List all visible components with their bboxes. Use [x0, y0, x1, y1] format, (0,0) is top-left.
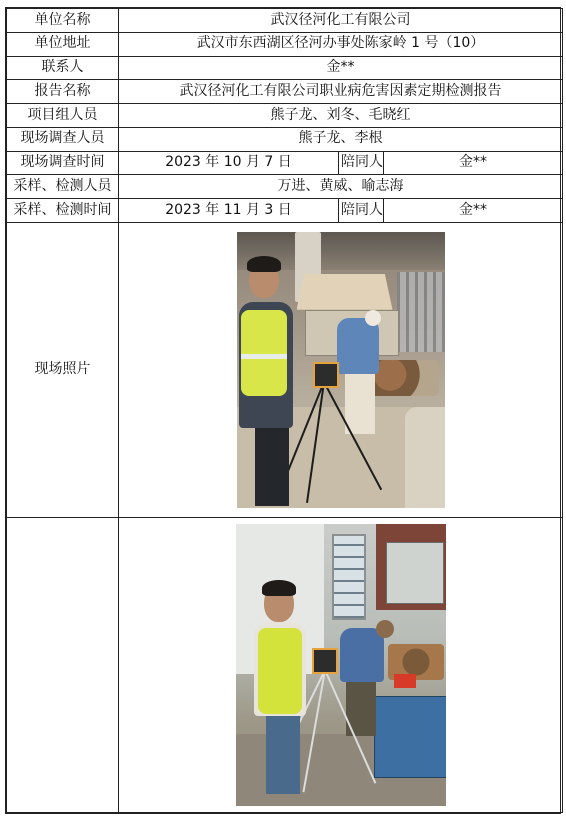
label-site-photos-empty	[7, 517, 119, 812]
label-team-members: 项目组人员	[7, 104, 119, 128]
value-contact: 金**	[119, 56, 563, 80]
value-survey-staff: 熊子龙、李根	[119, 127, 563, 151]
row-survey-staff	[7, 127, 563, 151]
label-site-photos: 现场照片	[7, 222, 119, 517]
value-sampling-staff: 万进、黄威、喻志海	[119, 175, 563, 199]
label-survey-staff: 现场调查人员	[7, 127, 119, 151]
site-photo-2	[236, 524, 446, 806]
value-report-name: 武汉径河化工有限公司职业病危害因素定期检测报告	[119, 80, 563, 104]
photo-cell-2	[119, 517, 563, 812]
value-survey-companion: 金**	[384, 151, 563, 175]
row-unit-address	[7, 32, 563, 56]
row-site-photo-1	[7, 222, 563, 517]
label-contact: 联系人	[7, 56, 119, 80]
row-survey-time	[7, 151, 563, 175]
row-site-photo-2	[7, 517, 563, 812]
value-team-members: 熊子龙、刘冬、毛晓红	[119, 104, 563, 128]
photo-cell-1	[119, 222, 563, 517]
value-survey-date: 2023 年 10 月 7 日	[119, 151, 339, 175]
value-sampling-date: 2023 年 11 月 3 日	[119, 199, 339, 223]
value-unit-address: 武汉市东西湖区径河办事处陈家岭 1 号（10）	[119, 32, 563, 56]
label-unit-name: 单位名称	[7, 9, 119, 33]
label-survey-time: 现场调查时间	[7, 151, 119, 175]
value-unit-name: 武汉径河化工有限公司	[119, 9, 563, 33]
label-sampling-time: 采样、检测时间	[7, 199, 119, 223]
row-sampling-time	[7, 199, 563, 223]
label-sampling-staff: 采样、检测人员	[7, 175, 119, 199]
site-photo-1	[237, 232, 445, 508]
label-sampling-companion: 陪同人	[339, 199, 384, 223]
row-unit-name	[7, 9, 563, 33]
report-info-sheet	[5, 7, 561, 814]
label-report-name: 报告名称	[7, 80, 119, 104]
value-sampling-companion: 金**	[384, 199, 563, 223]
report-info-table	[6, 8, 563, 813]
label-survey-companion: 陪同人	[339, 151, 384, 175]
row-sampling-staff	[7, 175, 563, 199]
row-contact	[7, 56, 563, 80]
label-unit-address: 单位地址	[7, 32, 119, 56]
row-team-members	[7, 104, 563, 128]
row-report-name	[7, 80, 563, 104]
